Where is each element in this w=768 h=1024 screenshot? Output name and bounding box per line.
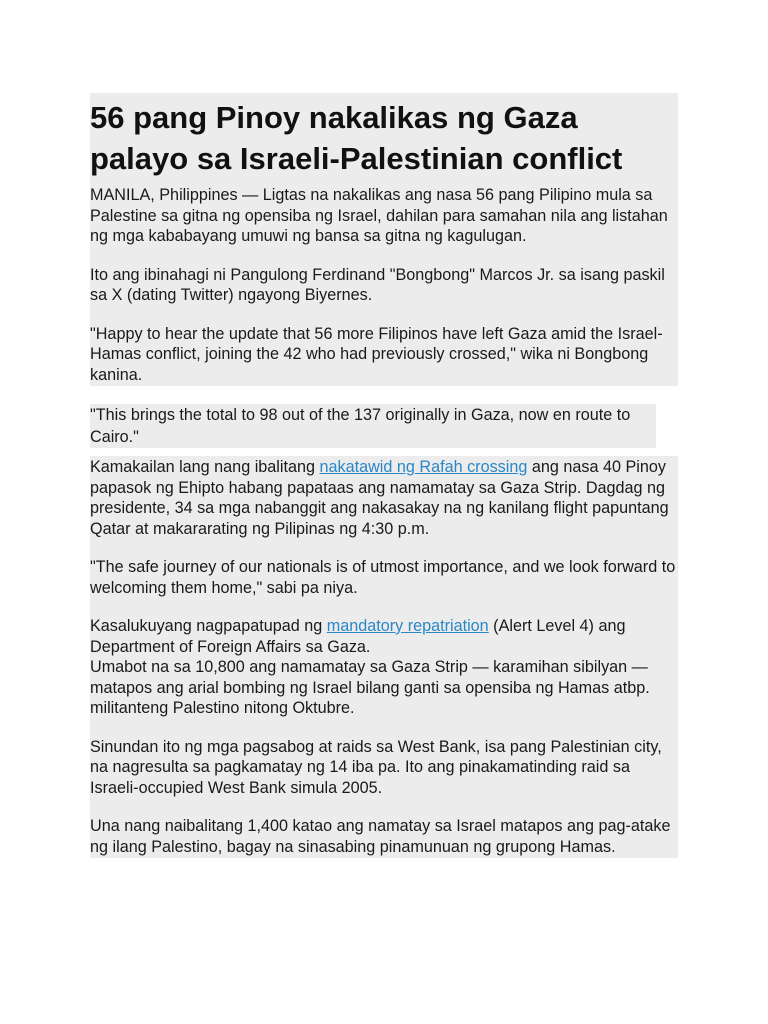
article-body-block xyxy=(90,456,678,858)
quote-block xyxy=(90,404,656,448)
article-intro-block xyxy=(90,93,678,386)
article xyxy=(90,93,678,858)
rafah-crossing-link[interactable]: nakatawid ng Rafah crossing xyxy=(319,458,528,476)
paragraph-rafah xyxy=(90,457,678,539)
paragraph-quote-2: "This brings the total to 98 out of the 137 originally in Gaza, now en route to Cairo." xyxy=(90,406,631,446)
paragraph-rafah-text-before: Kamakailan lang nang ibalitang xyxy=(90,458,320,476)
paragraph-rafah-text-after: ang nasa 40 Pinoy papasok ng Ehipto habang papataas ang namamatay sa Gaza Strip. Dagdag ng presidente, 34 sa mga nabanggit ang nakasakay na ng kanilang flight papuntang Qatar at makararating ng Pilipinas ng 4:30 p.m. xyxy=(90,458,669,538)
paragraph-quote-3: "The safe journey of our nationals is of utmost importance, and we look forward to welcoming them home," sabi pa niya. xyxy=(90,558,676,597)
paragraph-death-toll: Umabot na sa 10,800 ang namamatay sa Gaza Strip — karamihan sibilyan — matapos ang arial bombing ng Israel bilang ganti sa opensiba ng Hamas atbp. militanteng Palestino nitong Oktubre. xyxy=(90,658,650,717)
paragraph-repatriation-text-after: (Alert Level 4) ang Department of Foreign Affairs sa Gaza. xyxy=(90,617,626,656)
article-title: 56 pang Pinoy nakalikas ng Gaza palayo sa Israeli-Palestinian conflict xyxy=(90,100,623,176)
paragraph-source: Ito ang ibinahagi ni Pangulong Ferdinand "Bongbong" Marcos Jr. sa isang paskil sa X (dating Twitter) ngayong Biyernes. xyxy=(90,265,665,304)
paragraph-repatriation xyxy=(90,616,678,657)
paragraph-lead: MANILA, Philippines — Ligtas na nakalikas ang nasa 56 pang Pilipino mula sa Palestine sa gitna ng opensiba ng Israel, dahilan para samahan nila ang listahan ng mga kababayang umuwi ng bansa sa gitna ng kagulugan. xyxy=(90,186,668,245)
paragraph-repatriation-text-before: Kasalukuyang nagpapatupad ng xyxy=(90,617,327,635)
paragraph-israel: Una nang naibalitang 1,400 katao ang namatay sa Israel matapos ang pag-atake ng ilang Palestino, bagay na sinasabing pinamunuan ng grupong Hamas. xyxy=(90,817,671,856)
paragraph-west-bank: Sinundan ito ng mga pagsabog at raids sa West Bank, isa pang Palestinian city, na nagresulta sa pagkamatay ng 14 iba pa. Ito ang pinakamatinding raid sa Israeli-occupied West Bank simula 2005. xyxy=(90,737,662,797)
mandatory-repatriation-link[interactable]: mandatory repatriation xyxy=(326,617,489,635)
paragraph-quote-1: "Happy to hear the update that 56 more Filipinos have left Gaza amid the Israel-Hamas conflict, joining the 42 who had previously crossed," wika ni Bongbong kanina. xyxy=(90,324,663,384)
